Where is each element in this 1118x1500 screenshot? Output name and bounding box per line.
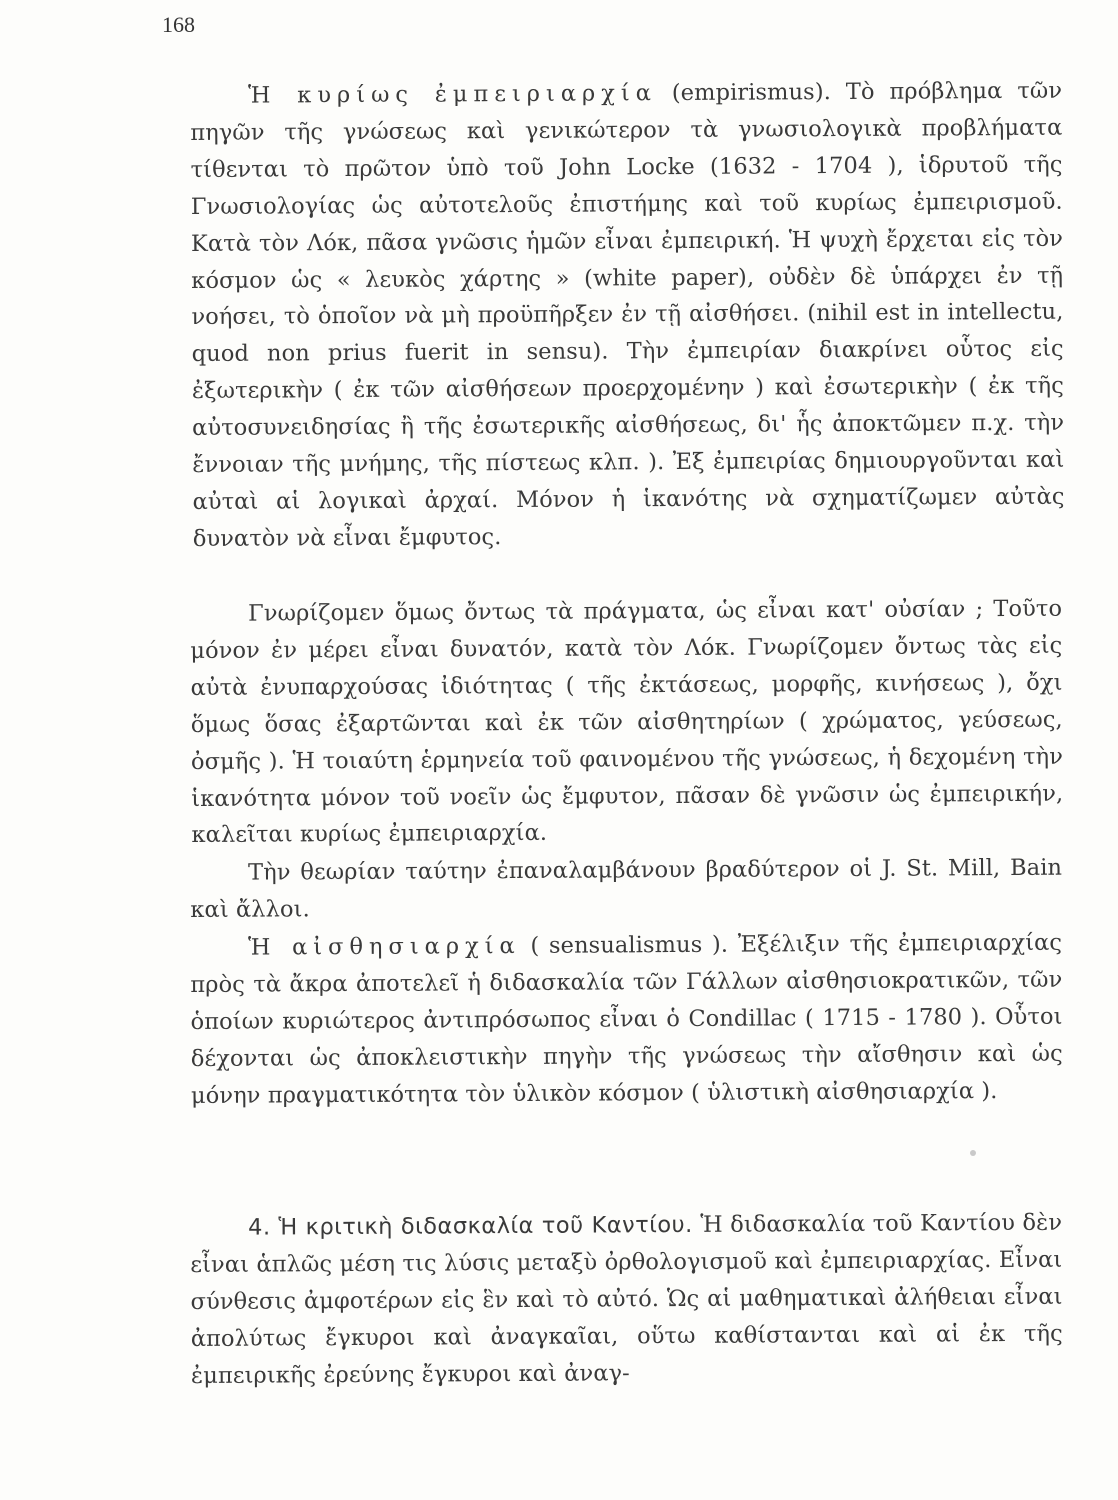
paragraph-empiricism — [190, 73, 1065, 558]
paragraph-text: Γνωρίζομεν ὅμως ὄντως τὰ πράγματα, ὡς εἶναι κατ' οὐσίαν ; Τοῦτο μόνον ἐν μέρει εἶναι δυνατόν, κατὰ τὸν Λόκ. Γνωρίζομεν ὄντως τὰς εἰς αὐτὰ ἐνυπαρχούσας ἰδιότητας ( τῆς ἐκτάσεως, μορφῆς, κινήσεως ), ὄχι ὅμως ὅσας ἐξαρτῶνται καὶ ἐκ τῶν αἰσθητηρίων ( χρώματος, γεύσεως, ὀσμῆς ). Ἡ τοιαύτη ἑρμηνεία τοῦ φαινομένου τῆς γνώσεως, ἡ δεχομένη τὴν ἱκανότητα μόνον τοῦ νοεῖν ὡς ἔμφυτον, πᾶσαν δὲ γνῶσιν ὡς ἐμπειρικήν, καλεῖται κυρίως ἐμπειριαρχία. — [190, 595, 1064, 849]
paragraph-text: (empirismus). Τὸ πρόβλημα τῶν πηγῶν τῆς γνώσεως καὶ γενικώτερον τὰ γνωσιολογικὰ προβλήματα τίθενται τὸ πρῶτον ὑπὸ τοῦ John Locke (1632 - 1704 ), ἱδρυτοῦ τῆς Γνωσιολογίας ὡς αὐτοτελοῦς ἐπιστήμης καὶ τοῦ κυρίως ἐμπειρισμοῦ. Κατὰ τὸν Λόκ, πᾶσα γνῶσις ἡμῶν εἶναι ἐμπειρική. Ἡ ψυχὴ ἔρχεται εἰς τὸν κόσμον ὡς « λευκὸς χάρτης » (white paper), οὐδὲν δὲ ὑπάρχει ἐν τῇ νοήσει, τὸ ὁποῖον νὰ μὴ προϋπῆρξεν ἐν τῇ αἰσθήσει. (nihil est in intellectu, quod non prius fuerit in sensu). Τὴν ἐμπειρίαν διακρίνει οὗτος εἰς ἐξωτερικὴν ( ἐκ τῶν αἰσθήσεων προερχομένην ) καὶ ἐσωτερικὴν ( ἐκ τῆς αὐτοσυνειδησίας ἢ τῆς ἐσωτερικῆς αἰσθήσεως, δι' ἧς ἀποκτῶμεν π.χ. τὴν ἔννοιαν τῆς μνήμης, τῆς πίστεως κλπ. ). Ἐξ ἐμπειρίας δημιουργοῦνται καὶ αὐταὶ αἱ λογικαὶ ἀρχαί. Μόνον ἡ ἱκανότης νὰ σχηματίζωμεν αὐτὰς δυνατὸν νὰ εἶναι ἔμφυτος. — [190, 77, 1065, 552]
paragraph-text: Ἡ διδασκαλία τοῦ Καντίου δὲν εἶναι ἁπλῶς μέση τις λύσις μεταξὺ ὀρθολογισμοῦ καὶ ἐμπειριαρχίας. Εἶναι σύνθεσις ἀμφοτέρων εἰς ἓν καὶ τὸ αὐτό. Ὡς αἱ μαθηματικαὶ ἀλήθειαι εἶναι ἀπολύτως ἔγκυροι καὶ ἀναγκαῖαι, οὕτω καθίστανται καὶ αἱ ἐκ τῆς ἐμπειρικῆς ἐρεύνης ἔγκυροι καὶ ἀναγ- — [190, 1209, 1063, 1389]
page-number: 168 — [162, 12, 195, 37]
ink-speck — [970, 1150, 976, 1156]
term-sensualism: Ἡ αἰσθησιαρχία — [248, 932, 521, 961]
paragraph-text: ( sensualismus ). Ἐξέλιξιν τῆς ἐμπειριαρχίας πρὸς τὰ ἄκρα ἀποτελεῖ ἡ διδασκαλία τῶν Γάλλων αἰσθησιοκρατικῶν, τῶν ὁποίων κυριώτερος ἀντιπρόσωπος εἶναι ὁ Condillac ( 1715 - 1780 ). Οὗτοι δέχονται ὡς ἀποκλειστικὴν πηγὴν τῆς γνώσεως τὴν αἴσθησιν καὶ ὡς μόνην πραγματικότητα τὸν ὑλικὸν κόσμον ( ὑλιστικὴ αἰσθησιαρχία ). — [190, 929, 1063, 1109]
paragraph-knowledge-of-things — [190, 591, 1064, 855]
section-heading: 4. Ἡ κριτικὴ διδασκαλία τοῦ Καντίου. — [248, 1211, 693, 1241]
section-kant-critical-doctrine — [190, 1205, 1063, 1395]
paragraph-text: Τὴν θεωρίαν ταύτην ἐπαναλαμβάνουν βραδύτερον οἱ J. St. Mill, Bain καὶ ἄλλοι. — [190, 854, 1063, 923]
paragraph-sensualism — [190, 925, 1063, 1115]
paragraph-mill-bain — [190, 850, 1062, 929]
term-empiricism: Ἡ κυρίως ἐμπειριαρχία — [248, 80, 657, 109]
